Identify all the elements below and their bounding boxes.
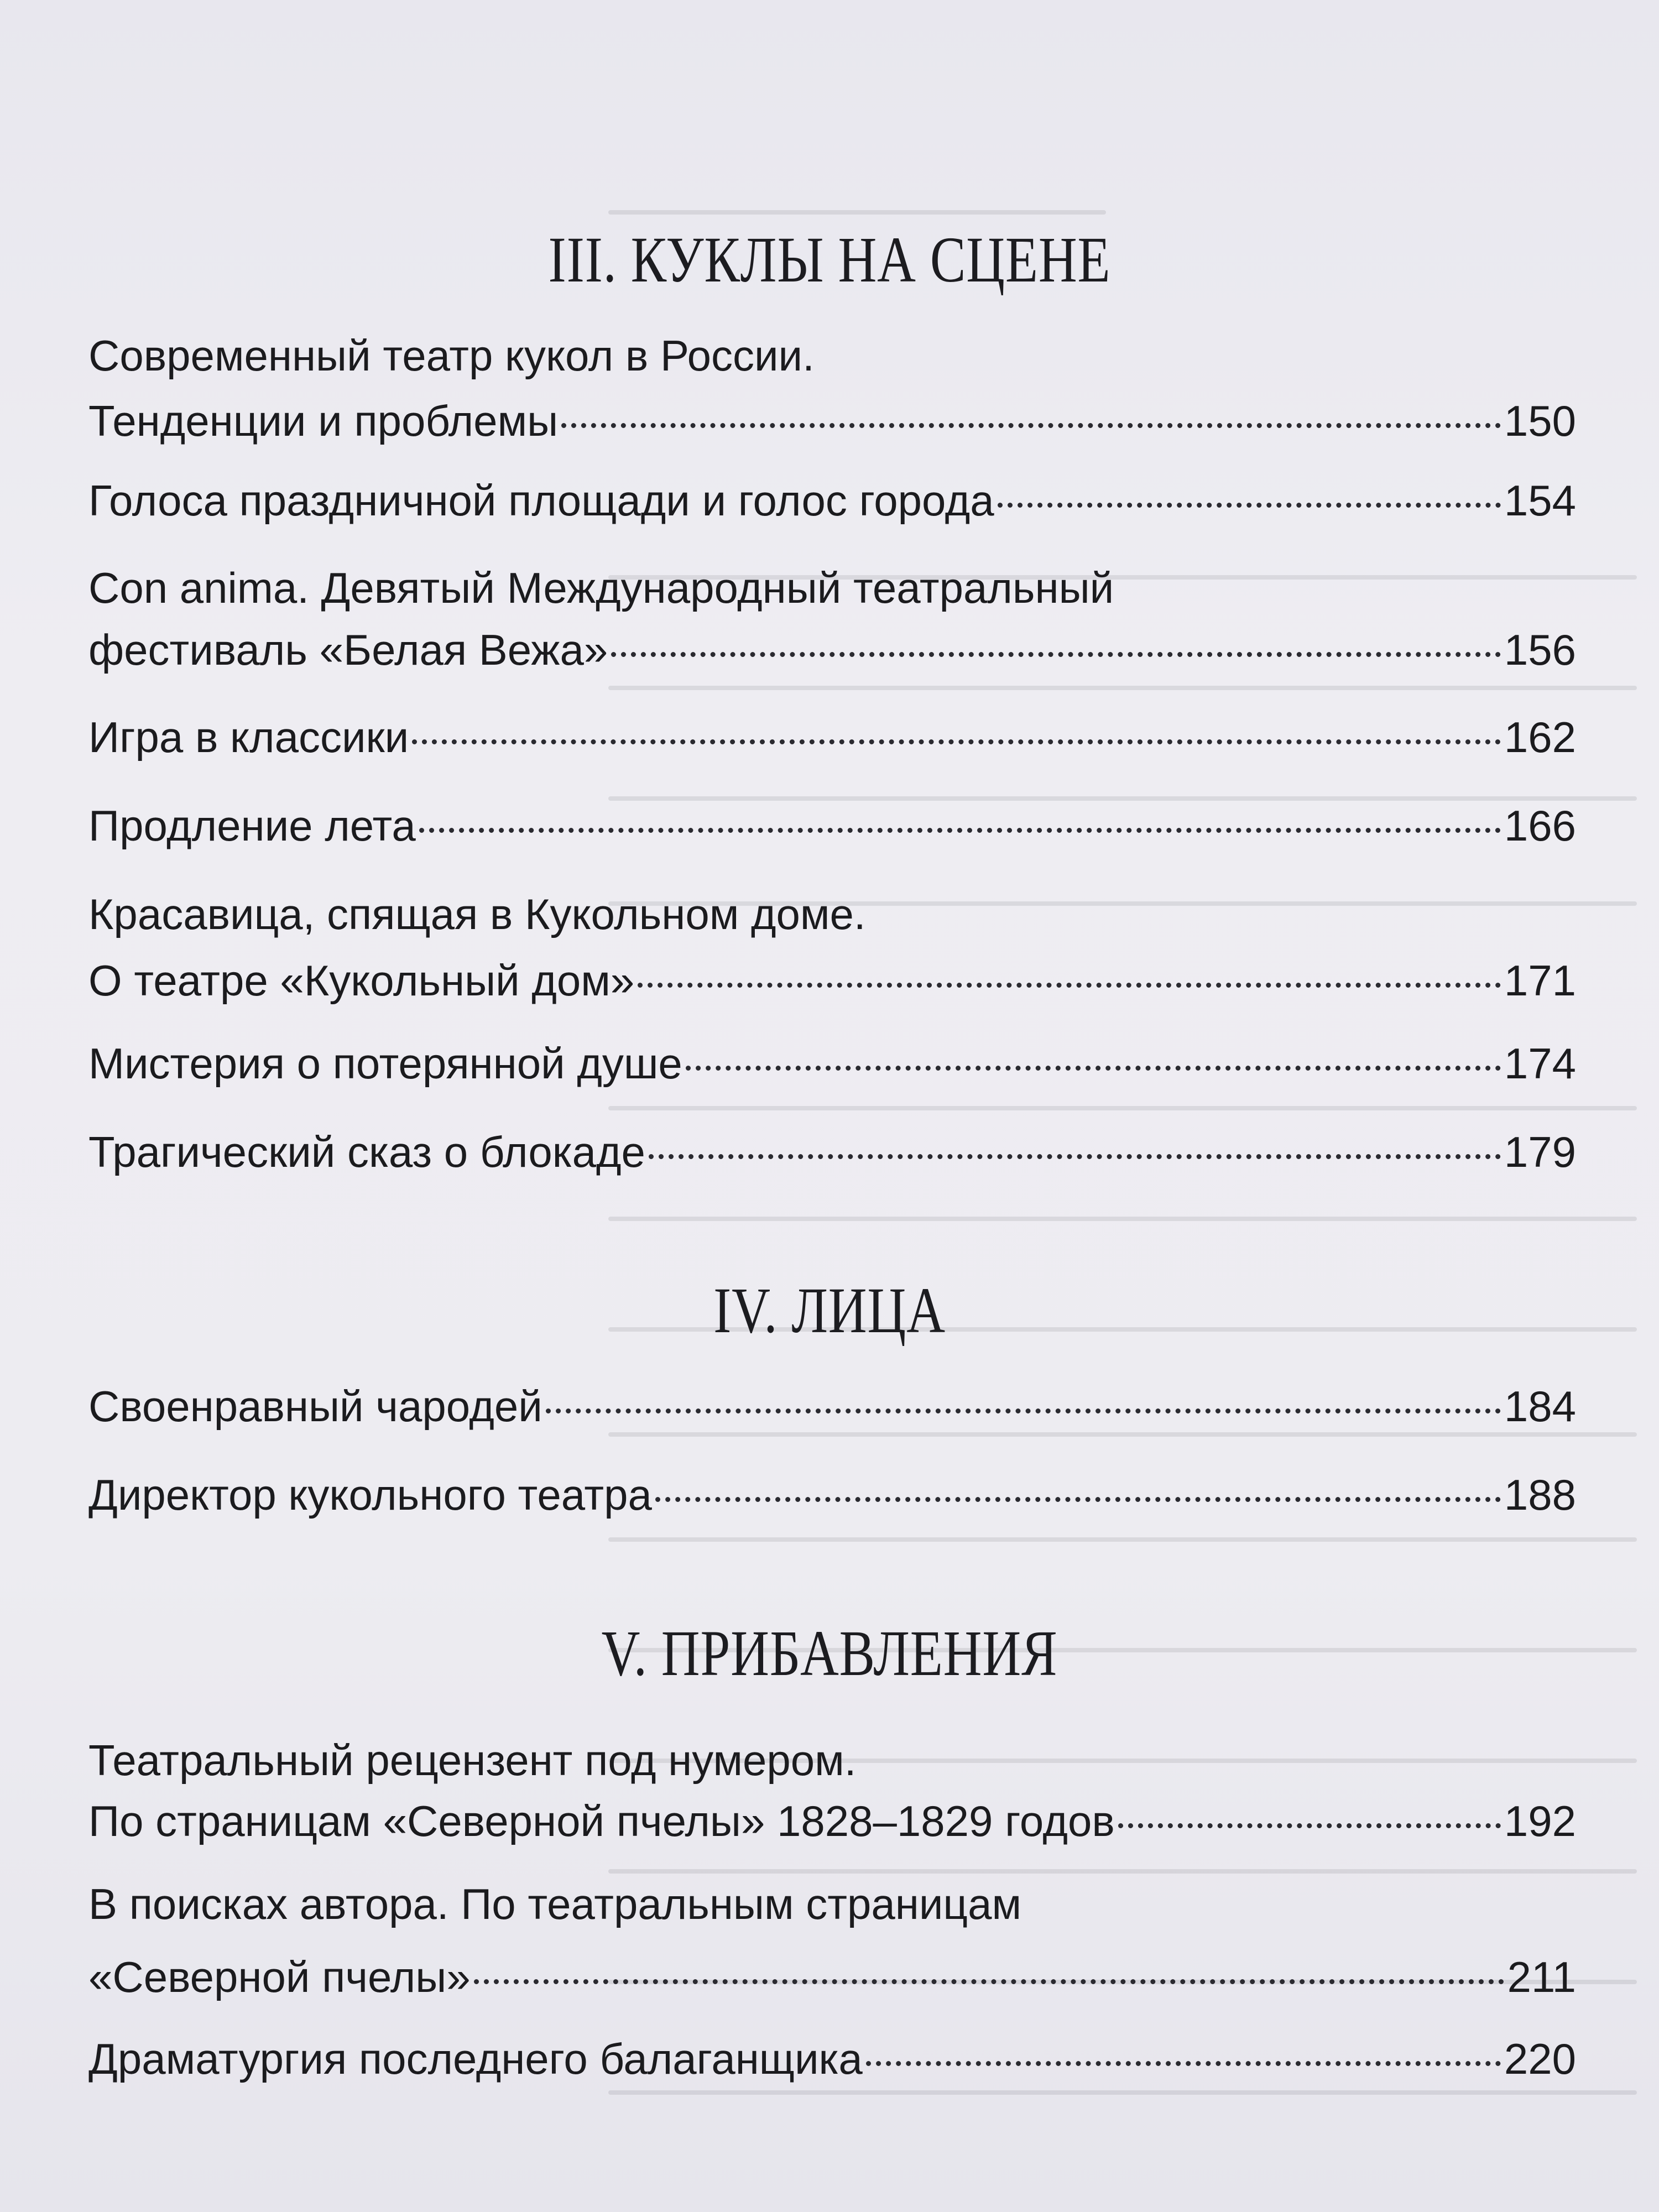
toc-entry [88,560,1576,677]
dot-leader [546,1408,1501,1413]
dot-leader [419,828,1501,833]
section-title-iii: III. КУКЛЫ НА СЦЕНЕ [548,223,1111,296]
toc-entry-leader [88,953,1576,1008]
page-number: 150 [1504,397,1576,445]
toc-entry-leader [88,1124,1576,1180]
toc-entry [88,1379,1576,1434]
page-number: 192 [1504,1797,1576,1845]
page-number: 211 [1507,1953,1576,2001]
toc-entry-title: Мистерия о потерянной душе [88,1039,682,1088]
toc-entry-leader [88,2031,1576,2086]
toc-entry-leader [88,393,1576,448]
toc-entry-line: Con anima. Девятый Международный театральный [88,564,1114,612]
toc-entry-title: «Северной пчелы» [88,1953,471,2001]
page-number: 184 [1504,1382,1576,1431]
page-number: 154 [1504,476,1576,525]
toc-entry [88,2031,1576,2086]
page-number: 220 [1504,2034,1576,2083]
toc-entry [88,886,1576,1008]
toc-entry-leader [88,1793,1576,1849]
dot-leader [638,983,1501,988]
toc-entry-title: Голоса праздничной площади и голос города [88,476,994,525]
toc-entry-line: Красавица, спящая в Кукольном доме. [88,890,866,938]
dot-leader [655,1497,1501,1502]
toc-entry-leader [88,622,1576,677]
dot-leader [866,2061,1501,2066]
toc-entry-line: Современный театр кукол в России. [88,331,815,380]
dot-leader [998,503,1501,508]
toc-entry [88,1467,1576,1522]
dot-leader [474,1979,1504,1984]
toc-entry-title: Игра в классики [88,713,409,761]
dot-leader [1118,1823,1501,1828]
toc-entry-line: Театральный рецензент под нумером. [88,1736,857,1785]
dot-leader [649,1154,1501,1159]
toc-entry-title: фестиваль «Белая Вежа» [88,625,608,674]
dot-leader [686,1066,1501,1071]
toc-entry-title: О театре «Кукольный дом» [88,956,635,1005]
toc-entry-leader [88,1036,1576,1091]
dot-leader [412,739,1501,744]
toc-entry-leader [88,1949,1576,2005]
toc-entry [88,1876,1576,2005]
page-number: 166 [1504,801,1576,850]
toc-entry-title: Директор кукольного театра [88,1470,652,1519]
toc-entry [88,709,1576,765]
section-title-v: V. ПРИБАВЛЕНИЯ [601,1617,1058,1689]
page-number: 174 [1504,1039,1576,1088]
page-number: 171 [1504,956,1576,1005]
toc-entry [88,798,1576,853]
toc-entry-title: Драматургия последнего балаганщика [88,2034,863,2083]
section-title-iv: IV. ЛИЦА [713,1274,946,1347]
toc-entry [88,1124,1576,1180]
toc-entry-leader [88,473,1576,528]
dot-leader [611,652,1501,657]
toc-entry-leader [88,798,1576,853]
toc-entry-line: В поисках автора. По театральным страницам [88,1880,1022,1928]
toc-entry-title: По страницам «Северной пчелы» 1828–1829 годов [88,1797,1115,1845]
toc-entry [88,1036,1576,1091]
toc-entry [88,473,1576,528]
toc-entry-title: Своенравный чародей [88,1382,542,1431]
toc-entry-leader [88,1379,1576,1434]
toc-entry [88,328,1576,448]
toc-entry-title: Продление лета [88,801,416,850]
toc-entry-leader [88,709,1576,765]
toc-entry-leader [88,1467,1576,1522]
dot-leader [561,423,1501,428]
page-number: 156 [1504,625,1576,674]
page-number: 162 [1504,713,1576,761]
toc-entry-title: Тенденции и проблемы [88,397,559,445]
page-number: 188 [1504,1470,1576,1519]
toc-entry-title: Трагический сказ о блокаде [88,1128,645,1176]
toc-entry [88,1733,1576,1849]
page-number: 179 [1504,1128,1576,1176]
